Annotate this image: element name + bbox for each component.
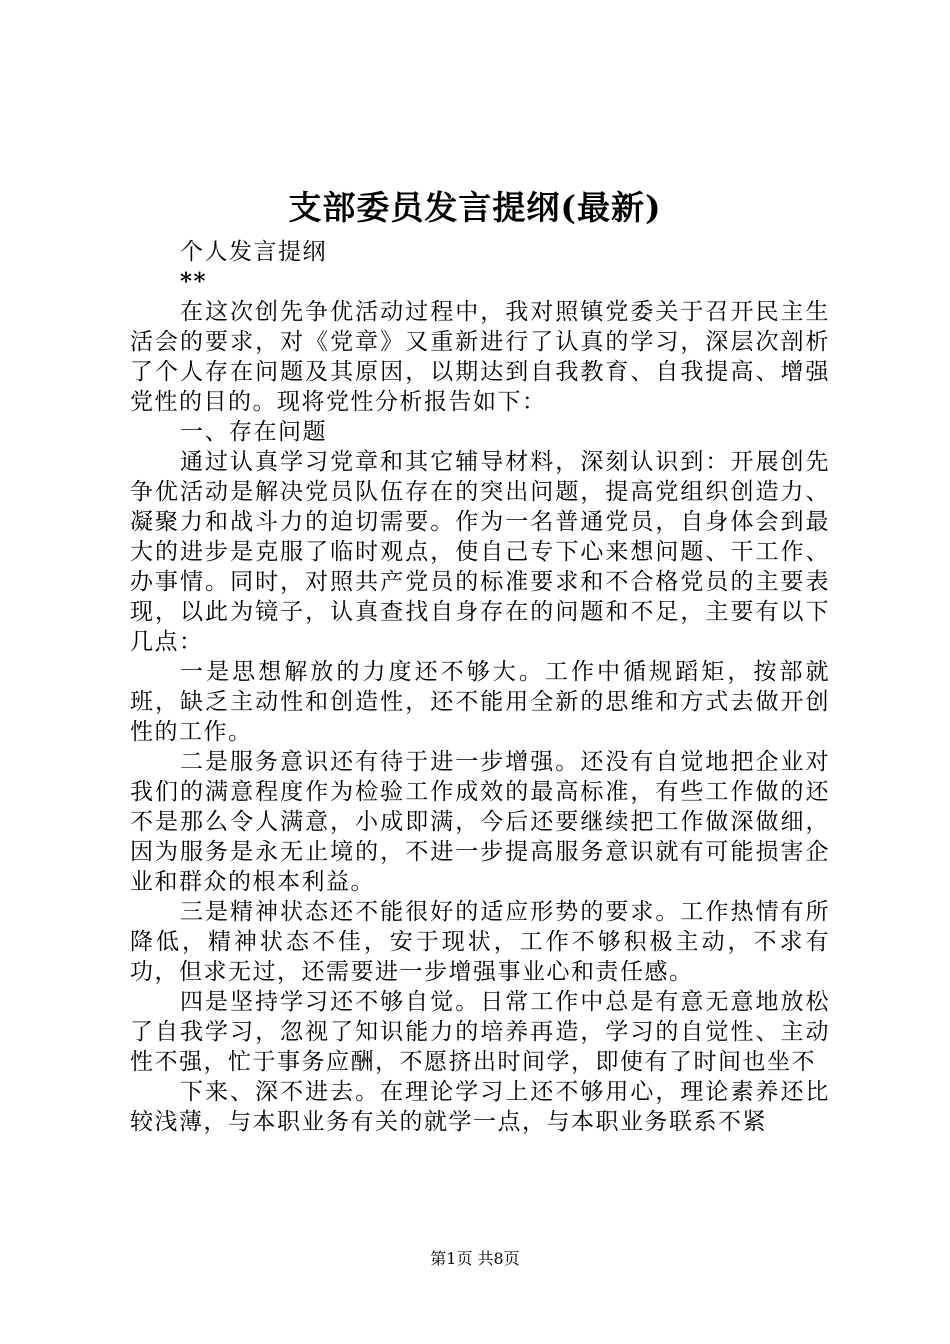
paragraph: 下来、深不进去。在理论学习上还不够用心，理论素养还比较浅薄，与本职业务有关的就学一点，与本职业务联系不紧 bbox=[130, 1079, 830, 1135]
paragraph: 三是精神状态还不能很好的适应形势的要求。工作热情有所降低，精神状态不佳，安于现状，工作不够积极主动，不求有功，但求无过，还需要进一步增强事业心和责任感。 bbox=[130, 899, 830, 985]
paragraph: 通过认真学习党章和其它辅导材料，深刻认识到：开展创先争优活动是解决党员队伍存在的突出问题，提高党组织创造力、凝聚力和战斗力的迫切需要。作为一名普通党员，自身体会到最大的进步是克服了临时观点，使自己专下心来想问题、干工作、办事情。同时，对照共产党员的标准要求和不合格党员的主要表现，以此为镜子，认真查找自身存在的问题和不足，主要有以下几点： bbox=[130, 449, 830, 655]
paragraph-intro: 在这次创先争优活动过程中，我对照镇党委关于召开民主生活会的要求，对《党章》又重新进行了认真的学习，深层次剖析了个人存在问题及其原因，以期达到自我教育、自我提高、增强党性的目的。现将党性分析报告如下： bbox=[130, 299, 830, 415]
section-heading: 一、存在问题 bbox=[180, 419, 327, 445]
author-placeholder: ** bbox=[180, 268, 208, 295]
document-title: 支部委员发言提纲(最新) bbox=[288, 188, 662, 227]
page-footer: 第1页 共8页 bbox=[430, 1249, 520, 1268]
paragraph: 四是坚持学习还不够自觉。日常工作中总是有意无意地放松了自我学习，忽视了知识能力的培养再造，学习的自觉性、主动性不强，忙于事务应酬，不愿挤出时间学，即使有了时间也坐不 bbox=[130, 989, 830, 1075]
document-body bbox=[130, 237, 830, 1137]
paragraph-heading: 个人发言提纲 bbox=[180, 239, 327, 265]
paragraph: 二是服务意识还有待于进一步增强。还没有自觉地把企业对我们的满意程度作为检验工作成效的最高标准，有些工作做的还不是那么令人满意，小成即满，今后还要继续把工作做深做细，因为服务是永无止境的，不进一步提高服务意识就有可能损害企业和群众的根本利益。 bbox=[130, 749, 830, 895]
paragraph: 一是思想解放的力度还不够大。工作中循规蹈矩，按部就班，缺乏主动性和创造性，还不能用全新的思维和方式去做开创性的工作。 bbox=[130, 659, 830, 745]
